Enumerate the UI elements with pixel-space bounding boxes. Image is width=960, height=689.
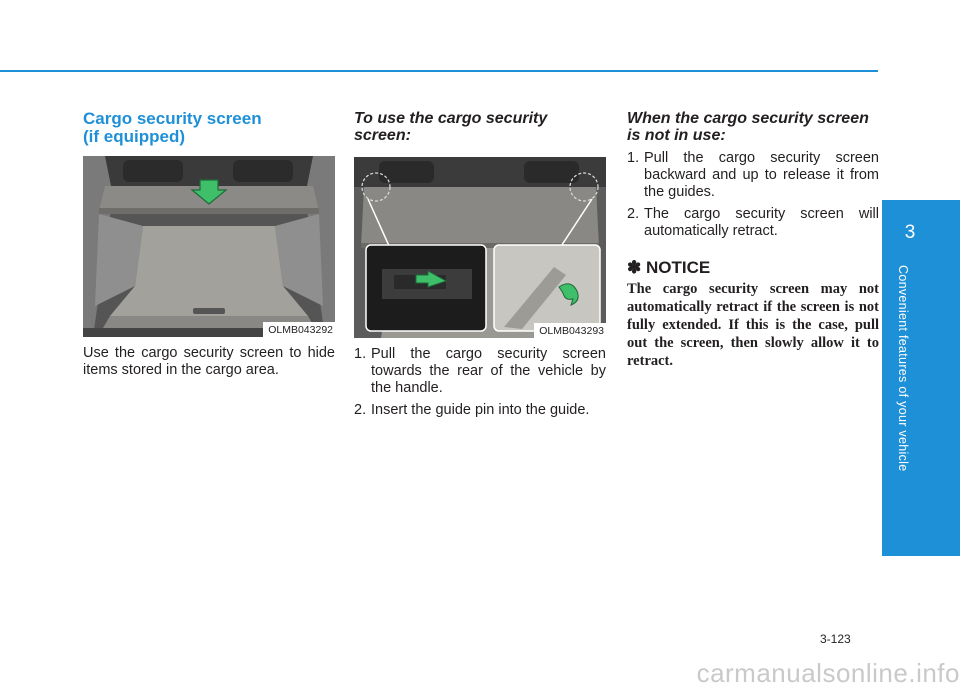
step-text: Pull the cargo security screen towards the rear of the vehicle by the handle. [371, 346, 606, 396]
not-in-use-heading [627, 110, 879, 144]
use-heading: To use the cargo security screen: [354, 110, 548, 144]
watermark: carmanualsonline.info [696, 658, 960, 688]
column-cargo-screen [83, 110, 335, 379]
section-title-line1: Cargo security screen [83, 109, 262, 128]
figure-code: OLMB043293 [534, 323, 606, 338]
step-text: Pull the cargo security screen backward and up to release it from the guides. [644, 150, 879, 200]
chapter-number: 3 [904, 222, 916, 243]
step-item [627, 206, 879, 240]
guide-pin-figure [354, 157, 606, 338]
step-item [354, 402, 606, 419]
step-number: 2. [354, 402, 367, 418]
chapter-label: Convenient features of your vehicle [896, 265, 910, 472]
use-steps [354, 346, 606, 419]
section-title [83, 110, 335, 146]
step-text: The cargo security screen will automatically retract. [644, 206, 879, 239]
step-number: 1. [627, 150, 640, 166]
page-number: 3-123 [820, 632, 851, 646]
not-in-use-heading-line2: is not in use: [627, 127, 726, 144]
cargo-area-illustration [83, 156, 335, 337]
column-use-screen [354, 110, 606, 424]
section-title-line2: (if equipped) [83, 127, 185, 146]
step-item [354, 346, 606, 397]
column-not-in-use [627, 110, 879, 370]
chapter-tab [882, 200, 960, 556]
notice-text: The cargo security screen may not automatically retract if the screen is not fully extended. If this is the case, pull out the screen, then slowly allow it to retract. [627, 281, 879, 369]
step-text: Insert the guide pin into the guide. [371, 402, 590, 418]
step-number: 1. [354, 346, 367, 362]
figure-code: OLMB043292 [263, 322, 335, 337]
cargo-area-figure [83, 156, 335, 337]
step-number: 2. [627, 206, 640, 222]
step-item [627, 150, 879, 201]
notice-title: ✽ NOTICE [627, 258, 711, 277]
section-body: Use the cargo security screen to hide items stored in the cargo area. [83, 345, 335, 378]
header-rule [0, 70, 878, 72]
guide-pin-illustration [354, 157, 606, 338]
not-in-use-steps [627, 150, 879, 240]
not-in-use-heading-line1: When the cargo security screen [627, 110, 869, 127]
